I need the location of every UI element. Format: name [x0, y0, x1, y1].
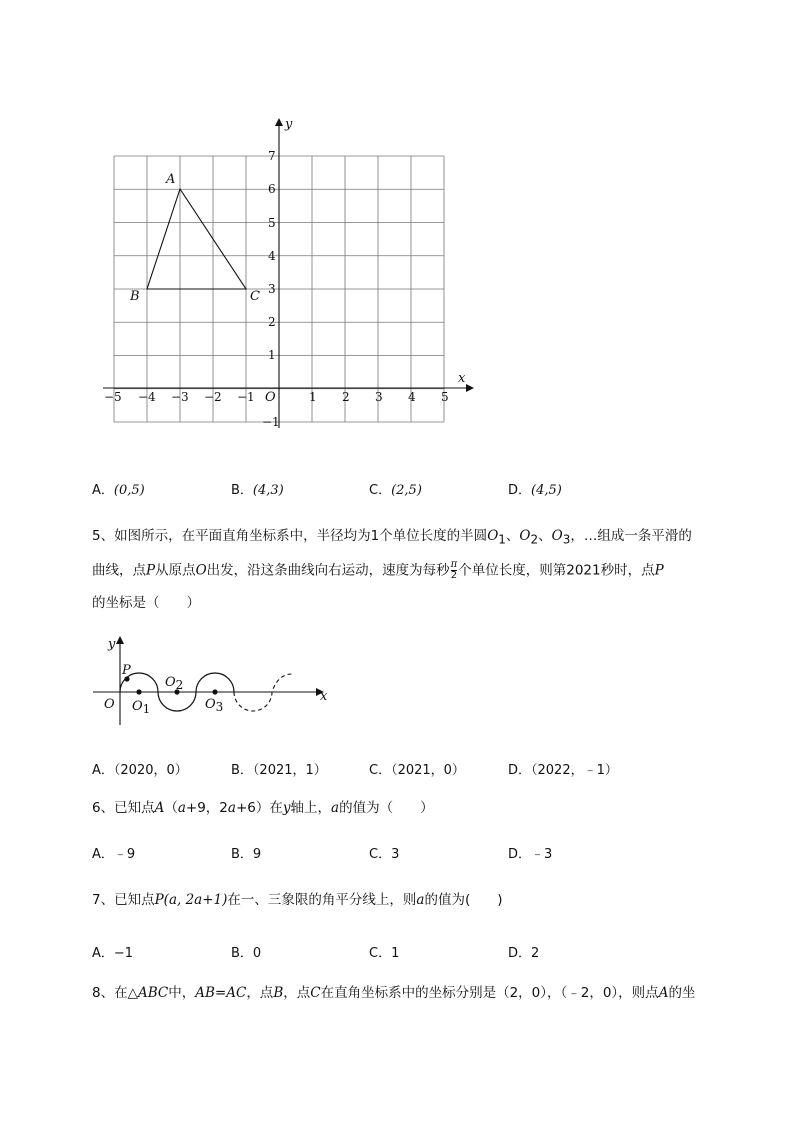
option-letter: D．: [508, 946, 532, 961]
y-axis-label: y: [108, 637, 116, 652]
q7-option-d[interactable]: [508, 942, 539, 961]
option-value: −1: [113, 946, 134, 961]
q5-o1-sub: 1: [498, 532, 506, 547]
q5-line-2: [92, 560, 664, 581]
y-tick-label: 3: [268, 282, 276, 296]
y-tick-label: 1: [268, 348, 276, 362]
option-letter: B．: [231, 847, 253, 862]
option-value: 9: [252, 847, 262, 862]
q7-option-b[interactable]: [231, 942, 261, 961]
x-tick-label: 2: [342, 390, 350, 404]
option-value: (4,5): [531, 483, 562, 498]
q4-option-c[interactable]: [369, 479, 422, 498]
option-letter: D．: [508, 763, 532, 778]
option-value: （2020，0）: [113, 763, 188, 778]
option-letter: C．: [369, 483, 392, 498]
origin-label: O: [104, 697, 115, 712]
option-value: （2021，1）: [252, 763, 327, 778]
triangle-abc: [147, 189, 246, 289]
q6-option-d[interactable]: [508, 843, 552, 862]
option-value: (0,5): [113, 483, 145, 498]
point-o3-label: O3: [205, 697, 224, 714]
q5-o3: O: [551, 528, 563, 544]
x-tick-label: −4: [138, 390, 156, 404]
point-o1-dot: [136, 689, 141, 694]
point-o1-label: O1: [132, 699, 151, 716]
option-value: 0: [252, 946, 262, 961]
q4-option-a[interactable]: [92, 479, 145, 498]
q5-option-a[interactable]: [92, 759, 188, 778]
y-axis-arrow: [116, 636, 124, 644]
option-letter: C．: [369, 847, 392, 862]
y-tick-label: −1: [262, 415, 280, 429]
option-letter: B．: [231, 483, 253, 498]
q5-p: P: [146, 562, 156, 579]
x-tick-label: 1: [309, 390, 317, 404]
q5-text: 5、如图所示，在平面直角坐标系中，半径均为1个单位长度的半圆: [92, 528, 488, 544]
q5-line-1: 5、如图所示，在平面直角坐标系中，半径均为1个单位长度的半圆$O_1$、$O_2$、$O_3$，…组成一条平滑的: [92, 528, 692, 547]
pi-over-2-fraction: $\frac{\pi}{2}$: [450, 559, 458, 581]
semicircle-curve-figure: [0, 630, 794, 730]
q5-option-d[interactable]: [508, 759, 618, 778]
x-axis-label: x: [458, 371, 466, 386]
q5-text: 出发，沿这条曲线向右运动，速度为每秒: [206, 562, 450, 579]
q6-option-b[interactable]: [231, 843, 261, 862]
q5-o2-sub: 2: [530, 532, 539, 547]
option-value: （2021，0）: [391, 763, 465, 778]
option-letter: D．: [508, 847, 532, 862]
option-letter: C．: [369, 763, 392, 778]
option-value: (4,3): [252, 483, 284, 498]
y-axis-label: y: [285, 117, 293, 132]
x-tick-label: −5: [104, 390, 122, 404]
q7-stem: 7、已知点P(a, 2a+1)在一、三象限的角平分线上，则a的值为( ): [92, 892, 503, 908]
q7-option-c[interactable]: [369, 942, 399, 961]
q5-text: ，…组成一条平滑的: [570, 528, 692, 544]
q5-text: 曲线，点: [92, 562, 146, 579]
option-letter: C．: [369, 946, 392, 961]
q5-text: 个单位长度，则第2021秒时，点: [458, 562, 655, 579]
option-letter: D．: [508, 483, 532, 498]
option-letter: B．: [231, 946, 253, 961]
point-b-label: B: [130, 289, 140, 304]
q5-o: O: [195, 562, 207, 579]
q4-option-d[interactable]: [508, 479, 562, 498]
option-value: ﹣3: [531, 847, 553, 862]
x-tick-label: −2: [204, 390, 222, 404]
q5-o1: O: [487, 528, 499, 544]
option-value: 3: [391, 847, 400, 862]
x-tick-label: −1: [237, 390, 255, 404]
q5-o2: O: [519, 528, 531, 544]
point-o3-dot: [212, 689, 217, 694]
x-axis-arrow: [466, 384, 474, 392]
option-letter: A．: [92, 946, 114, 961]
option-letter: B．: [231, 763, 253, 778]
y-tick-label: 7: [268, 149, 276, 163]
point-c-label: C: [250, 289, 260, 304]
point-p-label: P: [122, 663, 131, 678]
q4-option-b[interactable]: [231, 479, 284, 498]
option-letter: A．: [92, 483, 114, 498]
option-letter: A．: [92, 763, 114, 778]
coordinate-grid-figure: [0, 0, 794, 440]
q5-line-3: 的坐标是（ ）: [92, 595, 200, 611]
x-tick-label: 5: [441, 390, 449, 404]
q5-text: 从原点: [155, 562, 196, 579]
x-axis-label: x: [320, 689, 328, 704]
option-value: 1: [391, 946, 400, 961]
point-a-label: A: [166, 172, 176, 187]
option-value: (2,5): [391, 483, 422, 498]
q8-stem: 8、在△ABC中，AB=AC，点B，点C在直角坐标系中的坐标分别是（2，0），（﹣2，0），则点A的坐: [92, 985, 696, 1001]
origin-label: O: [265, 390, 276, 405]
option-value: 2: [531, 946, 540, 961]
q5-option-b[interactable]: [231, 759, 327, 778]
y-tick-label: 6: [268, 182, 276, 196]
q5-p: P: [654, 562, 664, 579]
option-value: ﹣9: [113, 847, 136, 862]
q6-option-c[interactable]: [369, 843, 399, 862]
y-tick-label: 2: [268, 315, 276, 329]
point-o2-label: O2: [165, 675, 184, 692]
option-value: （2022，﹣1）: [531, 763, 618, 778]
option-letter: A．: [92, 847, 114, 862]
y-axis-arrow: [275, 118, 283, 126]
y-tick-label: 4: [268, 249, 276, 263]
x-tick-label: 4: [408, 390, 416, 404]
q6-option-a[interactable]: [92, 843, 135, 862]
y-tick-label: 5: [268, 216, 276, 230]
q6-stem: 6、已知点A（a+9，2a+6）在y轴上，a的值为（ ）: [92, 800, 434, 816]
q7-option-a[interactable]: [92, 942, 133, 961]
q5-option-c[interactable]: [369, 759, 465, 778]
x-tick-label: 3: [375, 390, 383, 404]
x-tick-label: −3: [171, 390, 189, 404]
q5-o3-sub: 3: [562, 532, 571, 547]
